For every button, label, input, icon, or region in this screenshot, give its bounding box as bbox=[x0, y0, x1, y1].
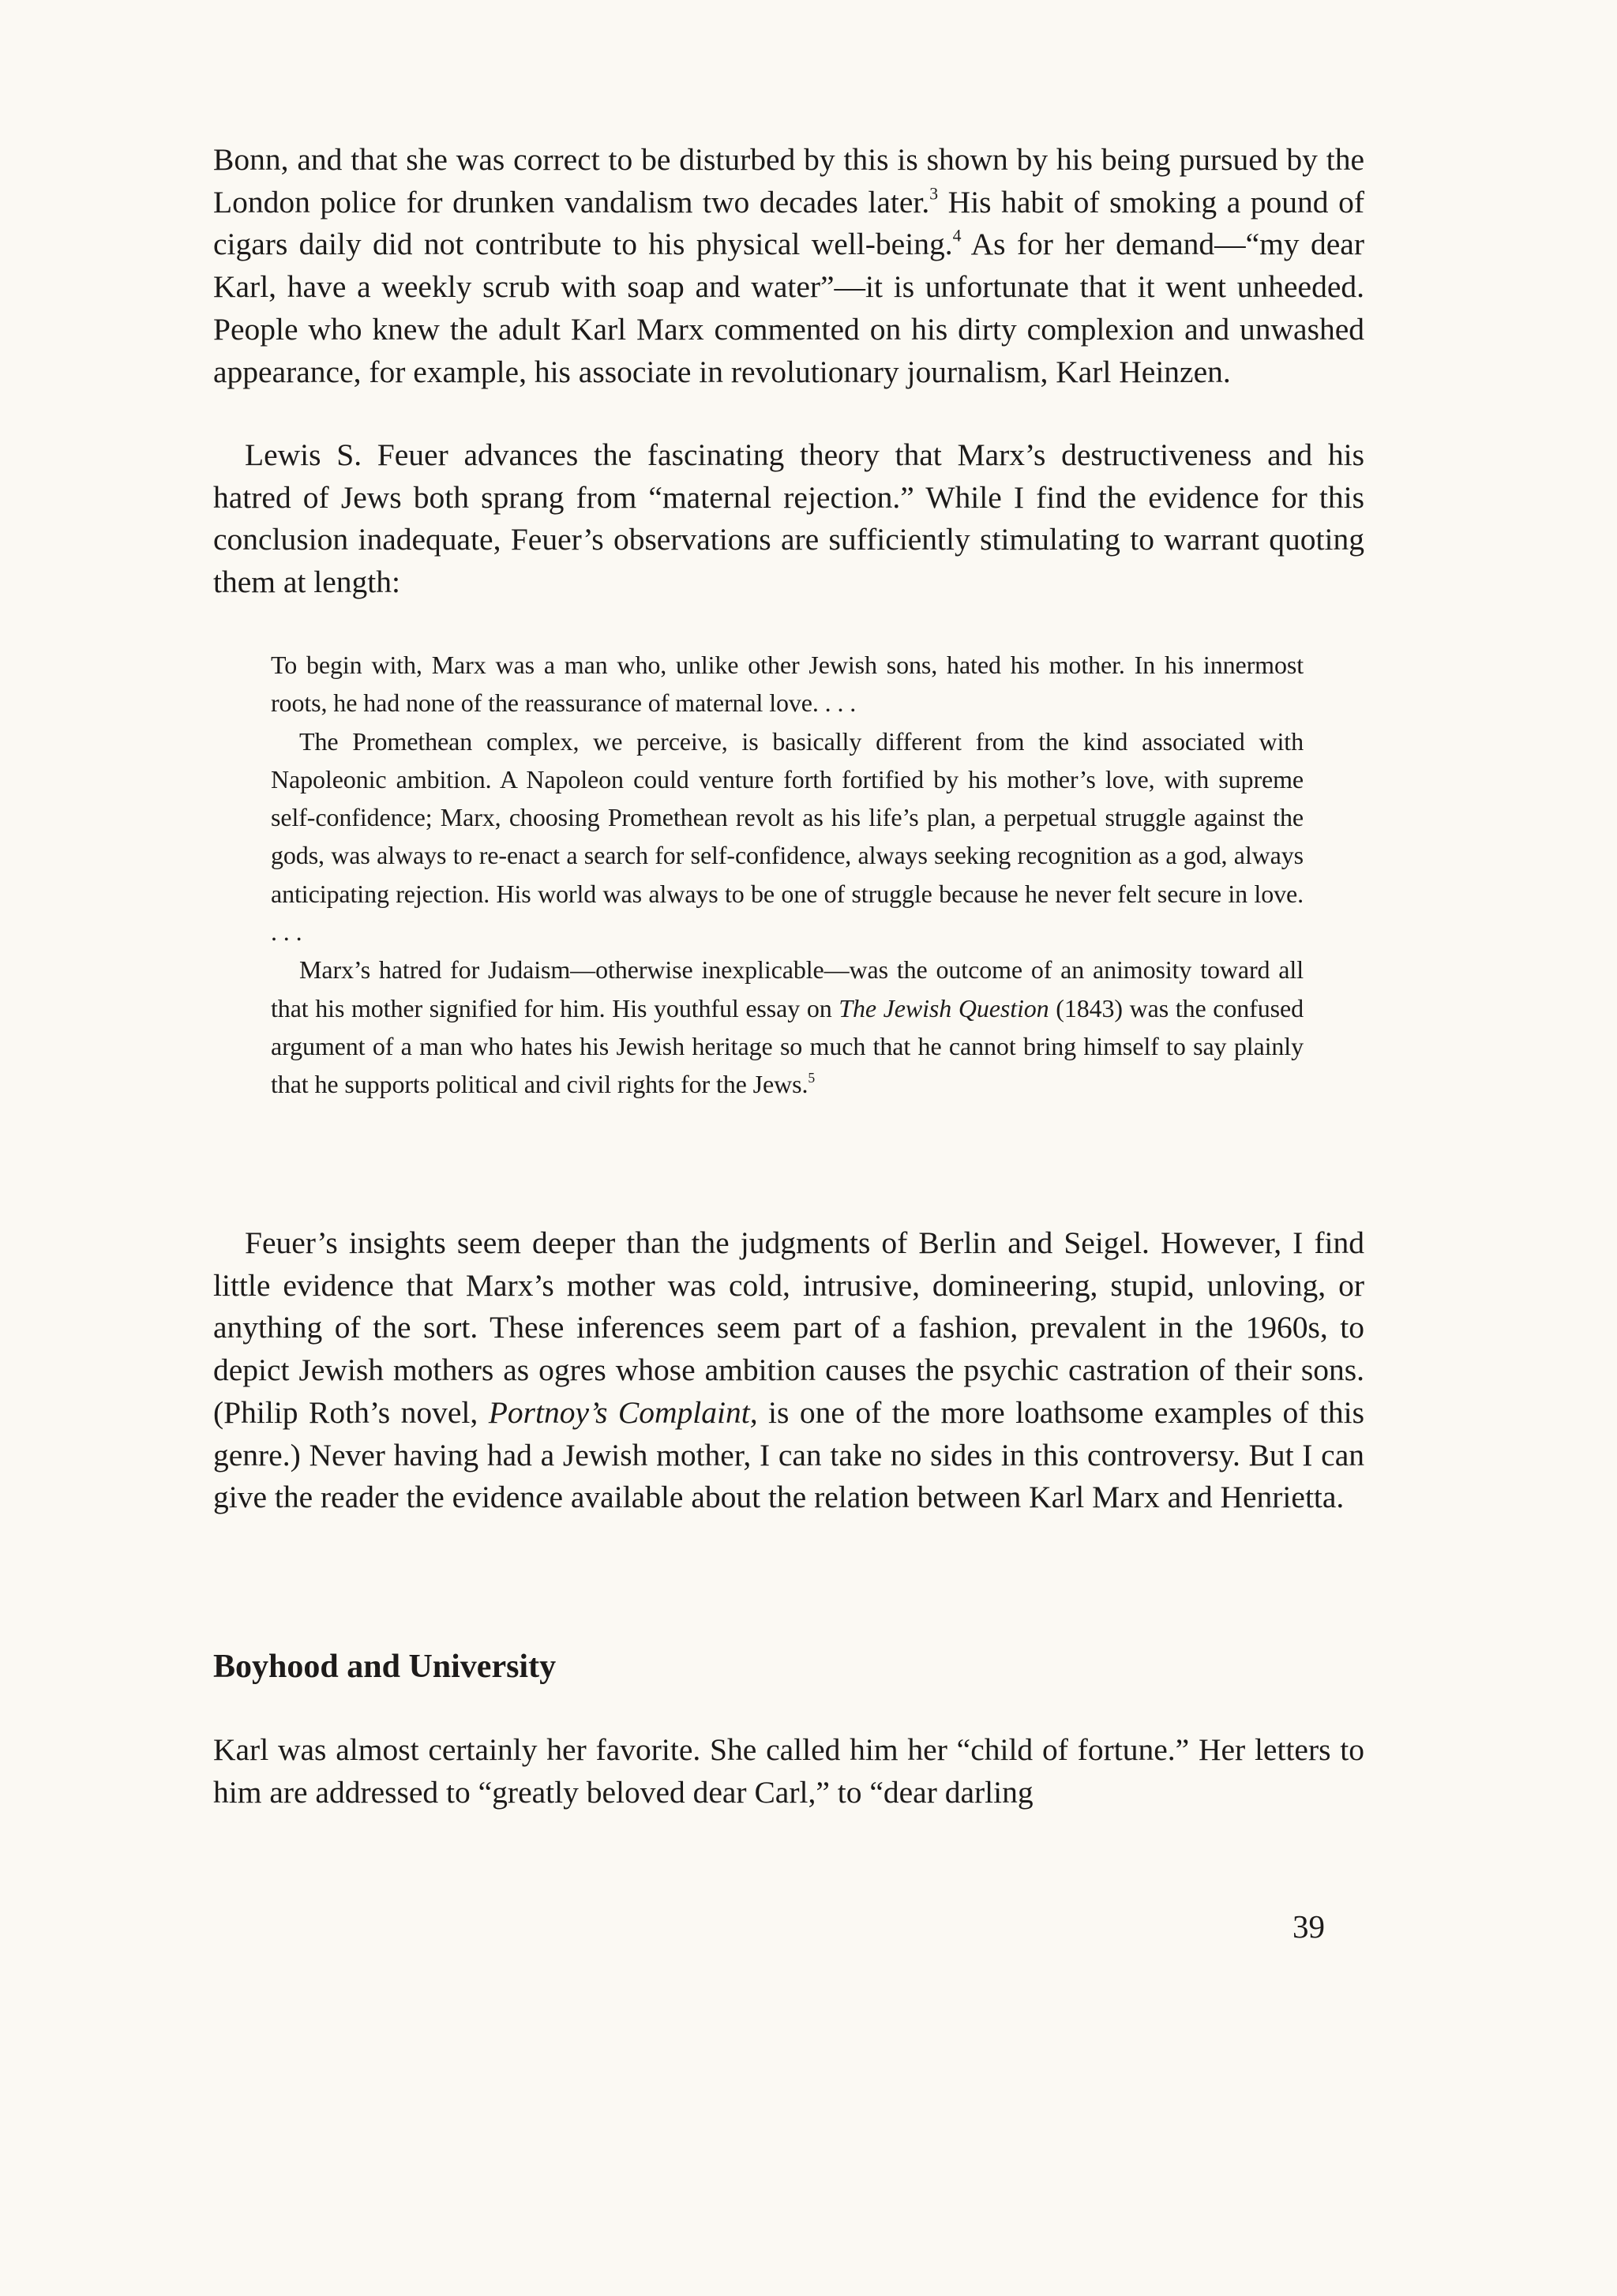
footnote-marker: 5 bbox=[808, 1070, 816, 1086]
body-paragraph: Lewis S. Feuer advances the fascinating theory that Marx’s destructiveness and his hatred of Jews both sprang from “maternal rejection.” While I find the evidence for this conclusion inadequate, Feuer’s observations are sufficiently stimulating to warrant quoting them at length: bbox=[213, 437, 1364, 600]
quote-paragraph: To begin with, Marx was a man who, unlike other Jewish sons, hated his mother. In his innermost roots, he had none of the reassurance of maternal love. . . . bbox=[271, 651, 1304, 718]
italic-title: The Jewish Question bbox=[839, 993, 1049, 1022]
quote-paragraph: The Promethean complex, we perceive, is basically different from the kind associated with Napoleonic ambition. A Napoleon could venture forth fortified by his mother’s love, with supreme self-confidence; Marx, choosing Promethean revolt as his life’s plan, a perpetual struggle against the gods, was always to re-enact a search for self-confidence, always seeking recognition as a god, always anticipating rejection. His world was always to be one of struggle because he never felt secure in love. . . . bbox=[271, 726, 1304, 947]
quote-paragraph: Marx’s hatred for Judaism—otherwise inexplicable—was the outcome of an animosity toward all that his mother signified for him. His youthful essay on The Jewish Question (1843) was the confused argument of a man who hates his Jewish heritage so much that he cannot bring himself to say plainly that he supports political and civil rights for the Jews.$^5$ bbox=[271, 955, 1304, 1099]
section-heading: Boyhood and University bbox=[213, 1649, 557, 1685]
footnote-marker: 4 bbox=[952, 227, 962, 246]
page-number: 39 bbox=[1292, 1908, 1325, 1945]
footnote-marker: 3 bbox=[929, 184, 939, 204]
body-paragraph: Bonn, and that she was correct to be disturbed by this is shown by his being pursued by the London police for drunken vandalism two decades later.$^3$ His habit of smoking a pound of cigars daily did not contribute to his physical well-being.$^4$ As for her demand—“my dear Karl, have a weekly scrub with soap and water”—it is unfortunate that it went unheeded. People who knew the adult Karl Marx commented on his dirty complexion and unwashed appearance, for example, his associate in revolutionary journalism, Karl Heinzen. bbox=[213, 142, 1365, 389]
body-paragraph: Feuer’s insights seem deeper than the judgments of Berlin and Seigel. However, I find little evidence that Marx’s mother was cold, intrusive, domineering, stupid, unloving, or anything of the sort. These inferences seem part of a fashion, prevalent in the 1960s, to depict Jewish mothers as ogres whose ambition causes the psychic castration of their sons. (Philip Roth’s novel, Portnoy’s Complaint, is one of the more loathsome examples of this genre.) Never having had a Jewish mother, I can take no sides in this controversy. But I can give the reader the evidence available about the relation between Karl Marx and Henrietta. bbox=[213, 1225, 1364, 1515]
italic-title: Portnoy’s Complaint, bbox=[488, 1394, 758, 1430]
block-quote bbox=[271, 646, 1304, 1104]
body-paragraph: Karl was almost certainly her favorite. She called him her “child of fortune.” Her letters to him are addressed to “greatly beloved dear Carl,” to “dear darling bbox=[213, 1732, 1364, 1810]
